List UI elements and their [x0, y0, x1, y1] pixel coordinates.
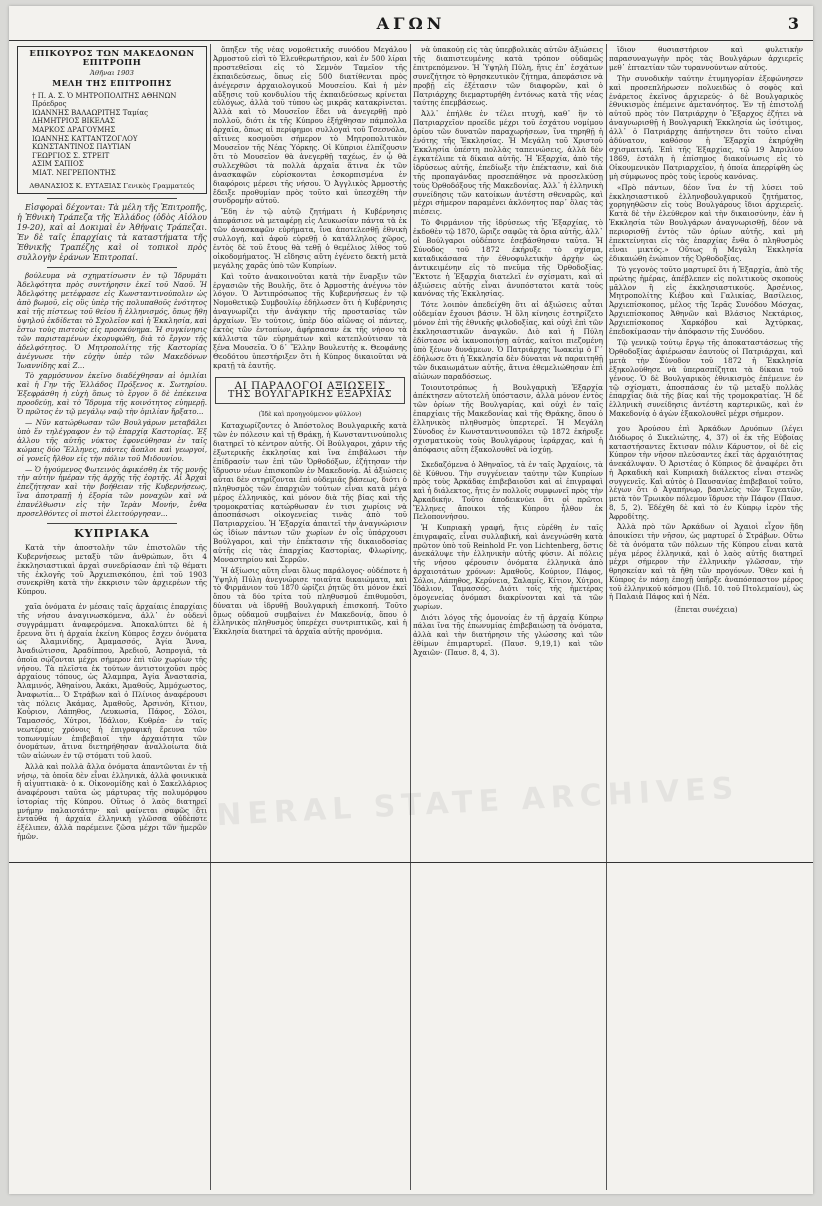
column-rule — [410, 44, 411, 1190]
column-rule — [210, 44, 211, 1190]
article-paragraph: Τὸ χαρμόσυνον ἐκεῖνο διαδέχθησαν αἱ ὁμιλίαι καὶ ἡ Γην τῆς Ἑλλάδος Πρόξενος κ. Σωτηρίου. Ἐξεφράσθη ἡ εὐχὴ ὅπως τὸ ἔργον ὅ δὲ ἐπέκεινα προοδεύῃ, καὶ τὸ Ἴδρυμα τῆς κοινότητος εὐημερῇ. Ὁ πρῶτος ἐν τῷ μεγάλῳ ναῷ τὴν ὁμιλίαν ἤρξατο... — [17, 371, 207, 417]
committee-box — [17, 46, 207, 194]
article-paragraph: Ἀλλὰ καὶ πολλὰ ἄλλα ὀνόματα ἀπαντῶνται ἐν τῇ νήσῳ, τὰ ὁποῖα δὲν εἶναι ἑλληνικὰ, ἀλλὰ φοινικικὰ ἢ αἰγυπτιακὰ· ὁ κ. Οἰκονομίδης καὶ ὁ Σακελλάριος ἀναφέρουσι ταῦτα ὡς μάρτυρας τῆς πολυμόρφου ἱστορίας τῆς Κύπρου. Οὕτως ὁ λαὸς διατηρεῖ μνήμην παλαιοτάτην· καὶ φαίνεται σαφῶς ὅτι ἐνταῦθα ἡ ἀρχαία ἑλληνικὴ γλῶσσα οὐδέποτε ἐξέλιπεν, ἀλλὰ παρέμεινε ζῶσα μέχρι τῶν ἡμερῶν ἡμῶν. — [17, 761, 207, 841]
article-paragraph: Ἔδη ἐν τῷ αὐτῷ ζητήματι ἡ Κυβέρνησις ἀπεφάσισε νὰ μεταφέρῃ εἰς Λευκωσίαν πάντα τὰ ἐκ τῶν ἀνασκαφῶν εὑρήματα, ἵνα ἀποτελεσθῇ ἐθνικὴ συλλογή, καὶ ἀφοῦ εὑρεθῇ ὁ κατάλληλος χῶρος, ἐντὸς δὲ τοῦ ἔτους θὰ τεθῇ ὁ θεμέλιος λίθος τοῦ οἰκοδομήματος. Ἡ εἴδησις αὕτη ἐγένετο δεκτὴ μετὰ μεγάλης χαρᾶς ὑπὸ τῶν Κυπρίων. — [213, 207, 407, 270]
article-paragraph: Τὸ γεγονὸς τοῦτο μαρτυρεῖ ὅτι ἡ Ἐξαρχία, ἀπὸ τῆς πρώτης ἡμέρας, ἀπέβλεπεν εἰς πολιτικοὺς σκοποὺς μᾶλλον ἢ εἰς ἐκκλησιαστικούς. Ἀρσένιος, Μητροπολίτης Κιέβου καὶ Γαλικίας, Βασίλειος, Ἀρχιεπίσκοπος, μέλος τῆς Ἱερᾶς Συνόδου Μόσχας, Ἀρχιεπίσκοπος Ἀθηνῶν καὶ Βλάσιος Νεκτάριος, Ἀρχιεπίσκοπος Χαρκόβου καὶ Ἀχτύρκας, ἐπεδοκίμασαν τὴν ἀπόφασιν τῆς Συνόδου. — [609, 264, 803, 337]
article-paragraph: ὅπηξεν τῆς νέας νομοθετικῆς συνόδου Μεγάλου Ἀρμοστοῦ εἰσὶ τὸ Ἐλευθερωτήριον, καὶ ἐν 500 λίραι προστεθεῖσαι εἰς τὸ Σεμνὸν Ταμεῖον τῆς ἐκπαιδεύσεως, ὅπως εἰς 500 διατίθενται πρὸς ἀνέγερσιν ἀρχαιολογικοῦ Μουσείου. Καὶ ἡ μὲν αὔξησις τοῦ κονδυλίου τῆς ἐκπαιδεύσεως κρίνεται εὐλόγως, ἀλλὰ τοῦ τύπου ὡς μικρᾶς κατακρίνεται. Ἀλλὰ καὶ τὸ Μουσεῖον ἔδει νὰ ἀνεγερθῇ πρὸ πολλοῦ, διότι ἐκ τῆς Κύπρου ἐξήχθησαν πάμπολλα ἀρχαῖα, ὅπως αἱ περίφημοι συλλογαὶ τοῦ Τσεσνόλα, αἵτινες κοσμοῦσι σήμερον τὸ Μητροπολιτικὸν Μουσεῖον τῆς Νέας Ὑόρκης. Οἱ Κύπριοι ἐλπίζουσιν ὅτι τὸ Μουσεῖον θὰ ἀνεγερθῇ ταχέως, ἐν ᾧ θὰ συλλεχθῶσι τὰ πολλὰ ἀρχαῖα ἅτινα ἐκ τῶν ἀνασκαφῶν εὑρίσκονται ἐσκορπισμένα ἐν διαφόροις μέρεσι τῆς νήσου. Ὁ Ἀγγλικὸς Ἀρμοστὴς ἔδειξε προθυμίαν πρὸς τοῦτο καὶ ὑπεσχέθη τὴν συνδρομὴν αὐτοῦ. — [213, 46, 407, 206]
article-paragraph: Ἡ Κυπριακὴ γραφή, ἥτις εὑρέθη ἐν ταῖς ἐπιγραφαῖς, εἶναι συλλαβική, καὶ ἀνεγνώσθη κατὰ πρῶτον ὑπὸ τοῦ Reinhold Fr. von Lichtenberg, ὅστις ἀνεκάλυψε τὴν ἑλληνικὴν αὐτῆς φύσιν. Αἱ πόλεις τῆς νήσου φέρουσιν ὀνόματα ἑλληνικὰ ἀπὸ ἀρχαιοτάτων χρόνων: Ἀμαθοῦς, Κούριον, Πάφος, Σόλοι, Λάπηθος, Κερύνεια, Σαλαμίς, Κίτιον, Χύτροι, Ἰδάλιον, Ταμασσός. Διότι τοῖς τῆς ἡμετέρας ὁμογενείας ὀνόμασι διακρίνονται καὶ τὰ τῶν χωρίων. — [413, 523, 603, 611]
article-paragraph: Τοιουτοτρόπως ἡ Βουλγαρικὴ Ἐξαρχία ἀπέκτησεν αὐτοτελῆ ὑπόστασιν, ἀλλὰ μόνον ἐντὸς τῶν ὁρίων τῆς Βουλγαρίας, καὶ οὐχὶ ἐν ταῖς ἐπαρχίαις τῆς Μακεδονίας καὶ τῆς Θράκης, ὅπου ὁ ἑλληνικὸς πληθυσμὸς ὑπερτερεῖ. Ἡ Μεγάλη Σύνοδος ἐν Κωνσταντινουπόλει τῷ 1872 ἐκήρυξε σχισματικοὺς τοὺς Βουλγάρους ἱεράρχας, καὶ ἡ ἀπόφασις αὕτη ἐξακολουθεῖ νὰ ἰσχύῃ. — [413, 382, 603, 454]
article-paragraph: Τὴν συνοδικὴν ταύτην ἐτυμηγορίαν ἐξεφώνησεν καὶ προσεπλήρωσεν πολυειδὼς ὁ σοφὸς καὶ ἐνάρετος ἐκεῖνος ἀρχιερεύς· ὁ δὲ Βουλγαρικὸς ἐθνικισμὸς ἐπέμεινε ἀμετανόητος. Ἐν τῇ ἐπιστολῇ αὐτοῦ πρὸς τὸν Πατριάρχην ὁ Ἔξαρχος ἐζήτει νὰ ἀναγνωρισθῇ ἡ Βουλγαρικὴ Ἐκκλησία ὡς ἰσότιμος, ἀλλ᾽ ὁ Πατριάρχης ἀπήντησεν ὅτι τοῦτο εἶναι ἀδύνατον, καθόσον ἡ Ἐξαρχία ἐκηρύχθη σχισματική. Ἐπὶ τῆς Ἐξαρχίας, τῷ 19 Ἀπριλίου 1869, ἐστάλη ἡ ἐπίσημος διακοίνωσις εἰς τὸ Οἰκουμενικὸν Πατριαρχεῖον, ἡ ὁποία ἀπερρίφθη ὡς μὴ σύμφωνος πρὸς τοὺς ἱεροὺς κανόνας. — [609, 73, 803, 181]
archive-watermark: GENERAL STATE ARCHIVES — [158, 770, 741, 837]
member: ΜΑΡΚΟΣ ΔΡΑΓΟΥΜΗΣ — [32, 126, 116, 134]
committee-members — [22, 92, 202, 178]
divider — [47, 198, 177, 199]
article-paragraph: Καταχωρίζοντες ὁ Ἀπόστολος Βουλγαρικῆς κατὰ τῶν ἐν πόλεσιν καὶ τῇ Θράκῃ, ἡ Κωνσταντινούπολις διατηρεῖ τὸ κέντρον αὐτῆς. Οἱ Βούλγαροι, χάριν τῆς ἐξωτερικῆς ἐκκλησίας καὶ ἵνα ἐπιβάλωσι τὴν ἐπίδρασίν των ἐπὶ τῶν Ὀρθοδόξων, ἐζήτησαν τὴν ἵδρυσιν νέων ἐπισκοπῶν ἐν Μακεδονίᾳ. Αἱ ἀξιώσεις αὗται δὲν στηρίζονται ἐπὶ οὐδεμιᾶς βάσεως, διότι ὁ πληθυσμὸς τῶν ἐπαρχιῶν τούτων εἶναι κατὰ μέγα μέρος ἑλληνικὸς, καὶ μόνον διὰ τῆς βίας καὶ τῆς τρομοκρατίας κατώρθωσαν ἐν τισι χωρίοις νὰ ἀποσπάσωσι οἰκογενείας τινὰς ἀπὸ τοῦ Πατριαρχείου. Ἡ Ἐξαρχία ἀπαιτεῖ τὴν ἀναγνώρισιν ὡς ἰδίων πάντων τῶν χωρίων ἐν οἷς ὑπάρχουσι Βούλγαροι, καὶ τὴν ἐπέκτασιν τῆς δικαιοδοσίας αὐτῆς εἰς τὰς ἐπαρχίας Καστορίας, Φλωρίνης, Μοναστηρίου καὶ Σερρῶν. — [213, 421, 407, 564]
committee-title: ΕΠΙΚΟΥΡΟΣ ΤΩΝ ΜΑΚΕΔΟΝΩΝ ΕΠΙΤΡΟΠΗ — [29, 49, 195, 68]
article-paragraph: βούλευμα νὰ σχηματίσωσιν ἐν τῷ Ἰδρυμάτι Ἀδελφότητα πρὸς συντήρησιν ἐκεῖ τοῦ Ναοῦ. Ἡ Ἀδελφότης μετέφρασε εἰς Κωνσταντινούπολιν ὡς ἀπὸ βωμοῦ, εἰς οὓς ὑπὲρ τῆς πολυπαθοῦς ἑνότητος καὶ τῆς πίστεως τοῦ θείου ἤ ἑλληνισμός, ὅπως ἤθη ὑψηλοῦ ἐκδίδεται τὸ Σχολεῖον καὶ ἡ Ἐκκλησία, καὶ ἔστω τοὺς πιστοὺς εἰς προσκύνημα. Ἡ συγκίνησις τῶν παρισταμένων ἐκορυφώθη, διὰ τὸ ἔργον τῆς ἀδελφότητος. Ὁ Μητροπολίτης τῆς Καστορίας ἀνέγνωσε τὴν εὐχὴν ὑπὲρ τῶν Μακεδόνων Ἰωαννίδης καὶ Ζ... — [17, 271, 207, 370]
article-paragraph: — Ὁ ἡγούμενος Φωτεινὸς ἀφικέσθη ἐκ τῆς μονῆς τὴν αὐτὴν ἡμέραν τῆς ἀρχῆς τῆς ἑορτῆς. Αἱ Ἀρχαὶ ἐπεζήτησαν καὶ τὴν βοήθειαν τῆς Κυβερνήσεως, ἵνα ἀποτραπῇ ἡ ἐξορία τῶν μοναχῶν καὶ νὰ ἐπανέλθωσιν εἰς τὴν Ἱερὰν Μονήν, ἔνθα προσελθόντες οἱ πιστοὶ ἐλειτούργησαν... — [17, 464, 207, 519]
column-rule — [606, 44, 607, 1190]
article-paragraph: Διότι λόγος τῆς ὁμονοίας ἐν τῇ ἀρχαίᾳ Κύπρῳ πάλαι ἵνα τῆς ἐπωνυμίας ἐπιβεβαιώσῃ τὰ ὀνόματα, ἀλλὰ καὶ τὴν διατήρησιν τῆς γλώσσης καὶ τῶν ἐθίμων ἐπιμαρτυρεῖ. (Παυσ. 9,19,1) καὶ τῶν Ἀχαιῶν· (Παυσ. 8, 4, 3). — [413, 612, 603, 657]
article-paragraph: Σκεδαζόμενα ὁ Ἀθηναῖος, τὰ ἐν ταῖς Ἀρχαίοις, τὰ δὲ Κύθνου. Τὴν συγγένειαν ταύτην τῶν Κυπρίων πρὸς τοὺς Ἀρκάδας ἐπιβεβαιοῦσι καὶ αἱ ἐπιγραφαὶ καὶ ἡ διάλεκτος, ἥτις ἐν πολλοῖς συμφωνεῖ πρὸς τὴν Ἀρκαδικήν. Τοῦτο ἀποδεικνύει ὅτι οἱ πρῶτοι Ἕλληνες ἄποικοι τῆς Κύπρου ἦλθον ἐκ Πελοποννήσου. — [413, 459, 603, 522]
article-paragraph: Καὶ τοῦτο ἀνακοινοῦται κατὰ τὴν ἔναρξιν τῶν ἐργασιῶν τῆς Βουλῆς, ὅτε ὁ Ἀρμοστὴς ἀνέγνω τὸν λόγον. Ὁ Ἀντιπρόσωπος τῆς Κυβερνήσεως ἐν τῷ Νομοθετικῷ Συμβουλίῳ ἐδήλωσεν ὅτι ἡ Κυβέρνησις ἀναγνωρίζει τὴν ἀνάγκην τῆς προστασίας τῶν ἀρχαίων. Ἐν τούτοις, ὑπὲρ δύο αἰῶνας οἱ πάντες, ἐκτὸς τῶν ἐντοπίων, ἀφήρπασαν ἐκ τῆς νήσου τὰ κάλλιστα τῶν εὑρημάτων καὶ κατεπλούτισαν τὰ ξένα Μουσεῖα. Ὁ δ᾽ Ἕλλην Βουλευτὴς κ. Θεοφάνης Θεοδότου ὑπεστήριξεν ὅτι ἡ Κύπρος δικαιοῦται νὰ κρατῇ τὰ ἑαυτῆς. — [213, 271, 407, 370]
page-number: 3 — [787, 14, 799, 33]
section-title-kypriaka: ΚΥΠΡΙΑΚΑ — [74, 526, 150, 540]
member: ΙΩΑΝΝΗΣ ΚΑΤΤΑΝΤΖΟΓΛΟΥ — [32, 134, 138, 143]
headline-box — [215, 377, 405, 405]
member: † Π. Α. Σ. Ὁ ΜΗΤΡΟΠΟΛΙΤΗΣ ΑΘΗΝΩΝ Πρόεδρος — [32, 91, 177, 109]
committee-subtitle: ΜΕΛΗ ΤΗΣ ΕΠΙΤΡΟΠΗΣ — [52, 77, 172, 88]
member: ΚΩΝΣΤΑΝΤΙΝΟΣ ΠΑΥΤΙΑΝ — [32, 143, 131, 152]
member: ΑΣΙΜ ΣΑΠΙΟΣ — [32, 160, 84, 169]
member: ΜΙΑΤ. ΝΕΓΡΕΠΟΝΤΗΣ — [32, 168, 116, 177]
column-2 — [213, 46, 407, 1186]
page-header — [9, 6, 813, 41]
headline-line-2: ΤΗΣ ΒΟΥΛΓΑΡΙΚΗΣ ΕΞΑΡΧΙΑΣ — [228, 388, 392, 400]
article-paragraph: Τὸ Φιρμάνιον τῆς ἱδρύσεως τῆς Ἐξαρχίας, τὸ ἐκδοθὲν τῷ 1870, ὥριζε σαφῶς τὰ ὅρια αὐτῆς, ἀλλ᾽ οἱ Βούλγαροι οὐδέποτε ἐσεβάσθησαν ταῦτα. Ἡ Σύνοδος τοῦ 1872 ἐκήρυξε τὸ σχίσμα, καταδικάσασα τὴν ἐθνοφυλετικὴν ἀρχὴν ὡς ἀντικειμένην εἰς τὸ πνεῦμα τῆς Ὀρθοδοξίας. Ἔκτοτε ἡ Ἐξαρχία διατελεῖ ἐν σχίσματι, καὶ αἱ ἀξιώσεις αὐτῆς εἶναι ἀνυπόστατοι κατὰ τοὺς κανόνας τῆς Ἐκκλησίας. — [413, 218, 603, 299]
article-paragraph: Τότε λοιπὸν ἀπεδείχθη ὅτι αἱ ἀξιώσεις αὗται οὐδεμίαν ἔχουσι βάσιν. Ἡ ὅλη κίνησις ἐστηρίζετο μόνον ἐπὶ τῆς ἐθνικῆς φιλοδοξίας, καὶ οὐχὶ ἐπὶ τῶν ἐκκλησιαστικῶν ἀναγκῶν. Διὸ καὶ ἡ Πύλη ἐδίστασε νὰ ἱκανοποιήσῃ αὐτάς, καίτοι πιεζομένη ὑπὸ ξένων δυνάμεων. Ὁ Πατριάρχης Ἰωακεὶμ ὁ Γ΄ ἐδήλωσε ὅτι ἡ Ἐκκλησία δὲν δύναται νὰ παραιτηθῇ τῶν δικαιωμάτων αὐτῆς, ἅτινα ἐθεμελιώθησαν ἐπὶ αἰώνων παραδόσεως. — [413, 300, 603, 381]
article-paragraph: Ἀλλὰ πρὸ τῶν Ἀρκάδων οἱ Ἀχαιοὶ εἶχον ἤδη ἀποικίσει τὴν νῆσον, ὡς μαρτυρεῖ ὁ Στράβων. Οὕτω δὲ τὰ ὀνόματα τῶν πόλεων τῆς Κύπρου εἶναι κατὰ μέγα μέρος ἑλληνικά, καὶ ὁ λαὸς αὐτῆς διατηρεῖ μέχρι σήμερον τὴν ἑλληνικὴν γλῶσσαν, τὴν θρησκείαν καὶ τὰ ἤθη τῶν προγόνων. Ὅθεν καὶ ἡ Κύπρος ἐν πάσῃ ἐποχῇ ὑπῆρξε ἀναπόσπαστον μέρος τοῦ ἑλληνικοῦ κόσμου (Πιδ. 10. τοῦ Πτολεμαίου), ὡς ἡ Παλαιὰ Πάφος καὶ ἡ Νέα. — [609, 522, 803, 602]
divider — [47, 523, 177, 524]
headline-subnote: (Ἰδὲ καὶ προηγούμενον φύλλον) — [258, 410, 362, 419]
member: ΔΗΜΗΤΡΙΟΣ ΒΙΚΕΛΑΣ — [32, 117, 115, 126]
member: ΓΕΩΡΓΙΟΣ Σ. ΣΤΡΕΙΤ — [32, 151, 110, 160]
article-paragraph: Κατὰ τὴν ἀποστολὴν τῶν ἐπιστολῶν τῆς Κυβερνήσεως μεταξὺ τῶν ἀνθρώπων, ὅτι 4 ἐκκλησιαστικαὶ ἀρχαὶ συνεδρίασαν ἐπὶ τῷ θέματι τῆς ἐκλογῆς τοῦ Ἀρχιεπισκόπου, ἐπὶ τοῦ 1903 συνεκρίθη κατὰ τὴν ἐκκρισιν τῶν ἀρχιερέων τῆς Κύπρου. — [17, 542, 207, 597]
column-4 — [609, 46, 803, 1186]
article-paragraph: Ἡ ἀξίωσις αὕτη εἶναι ὅλως παράλογος· οὐδέποτε ἡ Ὑψηλὴ Πύλη ἀνεγνώρισε τοιαῦτα δικαιώματα, καὶ τὸ Φιρμάνιον τοῦ 1870 ὡρίζει ῥητῶς ὅτι μόνον ἐκεῖ ὅπου τὰ δύο τρίτα τοῦ πληθυσμοῦ ἐπιθυμοῦσι, δύναται νὰ ἱδρυθῇ Βουλγαρικὴ ἐπισκοπή. Τοῦτο ὅμως οὐδαμοῦ συμβαίνει ἐν Μακεδονίᾳ, ὅπου ὁ ἑλληνικὸς πληθυσμὸς ὑπερέχει συντριπτικῶς, καὶ ἡ Ἐκκλησία διατηρεῖ τὰ ἀρχαῖα αὐτῆς προνόμια. — [213, 565, 407, 637]
column-3 — [413, 46, 603, 1186]
article-paragraph: — Νῦν κατώρθωσαν τῶν Βουλγάρων μεταβάλει ὑπὸ ἕν τηλέγραφον ἐν τῷ ἐπαρχίᾳ Καστορίας. Ἐξ ἀλλου τῆς αὐτῆς νύκτος ἐφονεύθησαν ἐν ταῖς κώμαις δύο Ἕλληνες, πάντες ἄοπλοι καὶ γεωργοί, οἱ γονεῖς ἤλθον εἰς τὴν πόλιν τοῦ Μιδουνίου. — [17, 417, 207, 463]
article-paragraph: ἴδιον θυσιαστήριον καὶ φυλετικὴν παρασυναγωγὴν πρὸς τὰς Βουλγάρων ἀρχιερεῖς μεθ᾽ ἑπταετίαν τῶν τυραννούντων αὐτούς. — [609, 46, 803, 72]
newspaper-page — [9, 6, 813, 1194]
masthead-title: ΑΓΩΝ — [376, 14, 446, 33]
article-paragraph: Τῷ γενικῷ τούτῳ ἔργῳ τῆς ἀποκαταστάσεως τῆς Ὀρθοδοξίας ἀφιέρωσαν ἑαυτοὺς οἱ Πατριάρχαι, καὶ μετὰ τὴν Σύνοδον τοῦ 1872 ἡ Ἐκκλησία ἐξηκολούθησε νὰ ὑπερασπίζηται τὰ δίκαια τοῦ γένους. Ὁ δὲ Βουλγαρικὸς ἐθνικισμὸς ἐπέμεινε ἐν τῷ σχίσματι, ἀποσπάσας ἐν τῷ μεταξὺ πολλὰς ἐπαρχίας διὰ τῆς βίας καὶ τῆς τρομοκρατίας. Ἡ δὲ ἑλληνικὴ συνείδησις ἀντέστη καρτερικῶς, καὶ ἐν Μακεδονίᾳ ὁ ἀγὼν ἐξακολουθεῖ μέχρι σήμερον. — [609, 338, 803, 419]
article-paragraph: Ἀλλ᾽ ἐπήλθε ἐν τέλει πτυχὴ, καθ᾽ ἣν τὸ Πατριαρχεῖον προεῖδε μέχρι τοῦ ἐσχάτου νομίμου ὁρίου τῶν δυνατῶν παραχωρήσεων, ἵνα τηρηθῇ ἡ ἑνότης τῆς Ἐκκλησίας. Ἡ Μεγάλη τοῦ Χριστοῦ Ἐκκλησία ὑπέστη πολλὰς ταπεινώσεις, ἀλλὰ δὲν ἐγκατέλιπε τὰ δίκαια αὐτῆς. Ἡ Ἐξαρχία, ἀπὸ τῆς ἱδρύσεως αὐτῆς, ἐπεδίωξε τὴν ἐπέκτασιν, καὶ διὰ τῆς προπαγάνδας προσεπάθησε νὰ προσελκύσῃ τοὺς Ὀρθοδόξους τῆς Μακεδονίας. Ἀλλ᾽ ἡ ἑλληνικὴ συνείδησις τῶν κατοίκων ἀντέστη σθεναρῶς, καὶ μέχρι σήμερον παραμένει ἀκλόνητος παρ᾽ ὅλας τὰς πιέσεις. — [413, 109, 603, 217]
secretary: ΑΘΑΝΑΣΙΟΣ Κ. ΕΥΤΑΞΙΑΣ Γενικὸς Γραμματεύς — [29, 181, 195, 190]
member: ΙΩΑΝΝΗΣ ΒΑΛΑΩΡΙΤΗΣ Ταμίας — [32, 108, 149, 117]
article-paragraph: χαῖα ὀνόματα ἐν μέσαις ταῖς ἀρχαίαις ἐπαρχίαις τῆς νήσου ἀναγινωσκόμενα, ἀλλ᾽ ἐν οὐδενὶ συγγράμματι ἀναφερόμενα. Ἀποκαλύπτει δὲ ἡ ἔρευνα ὅτι ἡ ἀρχαία ἐκείνη Κύπρος ἔσχεν ὀνόματα ὡς Ἀλαμινίδης, Ἀμαμασσός, Ἀγία Ἄννα, Ἀναδιώτισσα, Ἀραδίππου, Ἀρεδιοῦ, Ἀσπρογιᾶ, τὰ ὁποῖα σῴζονται μέχρι σήμερον ἐπὶ τῶν χωρίων τῆς νήσου. Τὰ πλεῖστα ἐκ τούτων ἀντιστοιχοῦσι πρὸς ἀρχαίους τόπους, ὡς Ἀλαμπρα, Ἀγία Ἀναστασία, Ἀλαμινός, Ἀθηαίνου, Ἀκάκι, Ἀμαθοῦς, Ἀμμόχωστος, Ἀναφωτία... Ὁ Στράβων καὶ ὁ Πλίνιος ἀναφέρουσι τὰς πόλεις Ἀκάμας, Ἀμαθοῦς, Ἀρσινόη, Κίτιον, Κούριον, Λάπηθος, Λευκωσία, Πάφος, Σόλοι, Ταμασσός, Χύτροι, Ἰδάλιον, Κυθρέα· ἐν ταῖς νεωτέραις χρόνοις ἡ ἐπιγραφικὴ ἔρευνα τῶν τοπωνυμίων ἐπιβεβαιοῖ τὴν ἀρχαιότητα τῶν ὀνομάτων, ἅτινα διετηρήθησαν ἀναλλοίωτα διὰ τῶν αἰώνων ἐν τῷ στόματι τοῦ λαοῦ. — [17, 602, 207, 761]
continued-note: (ἕπεται συνέχεια) — [674, 606, 738, 615]
donations-notice: Εἰσφοραὶ δέχονται: Τὰ μέλη τῆς Ἐπιτροπῆς, ἡ Ἐθνικὴ Τράπεζα τῆς Ἑλλάδος (ὁδὸς Αἰόλου 19-20), καὶ αἱ Δοκιμαὶ ἐν Ἀθήναις Τράπεζαι. Ἐν δὲ ταῖς ἐπαρχίαις τὰ καταστήματα τῆς Ἐθνικῆς Τραπέζης καὶ οἱ τοπικοὶ πρὸς συλλογὴν ἐράνων Ἐπιτροπαί. — [17, 203, 207, 263]
headline-line-1: ΑΙ ΠΑΡΑΛΟΓΟΙ ΑΞΙΩΣΕΙΣ — [234, 379, 386, 392]
column-1 — [17, 46, 207, 1186]
article-paragraph: χου Ἀρούσου ἐπὶ Ἀρκάδων Δρυόπων (λέγει Διόδωρος ὁ Σικελιώτης, 4, 37) οἱ ἐκ τῆς Εὐβοίας καταστήσαντες ἔκτισαν πόλιν Κάρυστον, οἱ δὲ εἰς Κύπρον τὴν νῆσον πλεύσαντες ἐκεῖ τὰς ἀρχαιότητας ἀνεκάλυψαν. Ὁ Ἀριστέας ὁ Κύπριος δὲ ἀναφέρει ὅτι ἡ Ἀρκαδικὴ καὶ Κυπριακὴ διάλεκτος εἶναι στενῶς συγγενεῖς. Καὶ αὐτὸς ὁ Παυσανίας ἐπιβεβαιοῖ τοῦτο, λέγων ὅτι ὁ Ἀγαπήνωρ, βασιλεὺς τῶν Τεγεατῶν, μετὰ τὸν Τρωικὸν πόλεμον ἵδρυσε τὴν Πάφον (Παυσ. 8, 5, 2). Ἐδέχθη δὲ καὶ τὸ ἐν Κύπρῳ ἱερὸν τῆς Ἀφροδίτης. — [609, 424, 803, 521]
article-paragraph: «Πρὸ πάντων, δέον ἵνα ἐν τῇ λύσει τοῦ ἐκκλησιαστικοῦ ἑλληνοβουλγαρικοῦ ζητήματος, χορηγηθῶσιν εἰς τοὺς Βουλγάρους ἴδιοι ἀρχιερεῖς. Κατὰ δὲ τὴν ἐλεύθερον καὶ τὴν δικαιοσύνην, ἐὰν ἡ Ἐκκλησία τῶν Βουλγάρων ἀναγνωρισθῇ, δέον νὰ περιορισθῇ ἐντὸς τῶν ὁρίων αὐτῆς, καὶ μὴ ἐπεκτείνηται εἰς τὰς ἐπαρχίας ἔνθα ὁ πληθυσμὸς εἶναι μικτός.» Οὕτως ἡ Μεγάλη Ἐκκλησία ἐδικαιώθη ἐνώπιον τῆς Ὀρθοδοξίας. — [609, 182, 803, 263]
divider — [47, 267, 177, 268]
article-paragraph: νὰ ὑπακούῃ εἰς τὰς ὑπερβολικὰς αὐτῶν ἀξιώσεις τῆς διαπιστευμένης κατὰ τρόπον οὐδαμῶς ἐπιτρεπόμενον. Ἡ Ὑψηλὴ Πύλη, ἥτις ἐπ᾽ ἐσχάτων συνεζήτησε τὸ θρησκευτικὸν ζήτημα, ἀπεφάσισε νὰ προβῇ εἰς ἐξέτασιν τῶν διαφορῶν, καὶ ὁ Πατριάρχης διεμαρτυρήθη ἐντόνως κατὰ τῆς νέας ταύτης ἐπεμβάσεως. — [413, 46, 603, 108]
committee-date: Ἀθῆναι 1903 — [90, 68, 134, 77]
